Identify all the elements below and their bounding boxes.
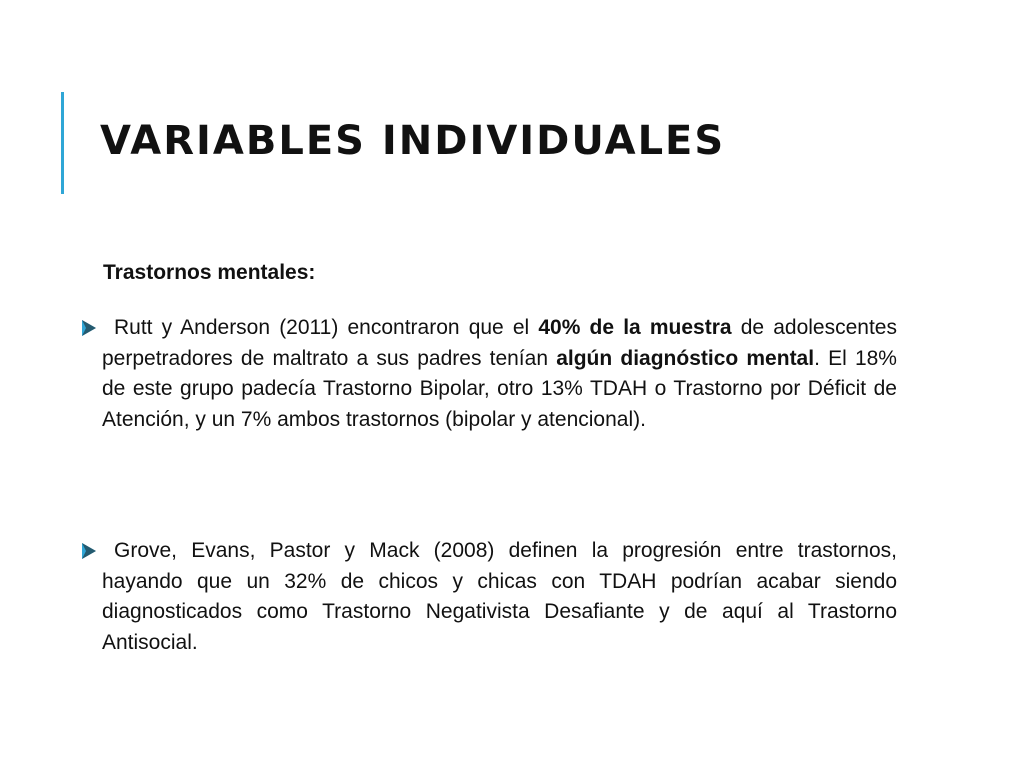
bullet-text-segment: Rutt y Anderson (2011) encontraron que el (114, 316, 539, 339)
bullet-item (80, 536, 897, 658)
bullet-emphasis: 40% de la muestra (538, 316, 732, 339)
arrow-bullet-icon (80, 313, 102, 343)
bullet-text-segment: . El 18% de este grupo padecía Trastorno Bipolar, otro 13% TDAH o Trastorno por Déficit de Atención, y un 7% ambos trastornos (bipolar y atencional). (102, 346, 897, 431)
arrow-bullet-icon (80, 536, 102, 566)
bullet-text-segment: de adolescentes perpetradores de maltrato a sus padres tenían (102, 316, 897, 370)
title-accent-bar (61, 92, 64, 194)
section-heading: Trastornos mentales: (103, 261, 316, 284)
bullet-emphasis: algún diagnóstico mental (556, 346, 815, 370)
bullet-text (80, 313, 897, 435)
slide-title: VARIABLES INDIVIDUALES (100, 118, 726, 164)
bullet-text: Grove, Evans, Pastor y Mack (2008) definen la progresión entre trastornos, hayando que un 32% de chicos y chicas con TDAH podrían acabar siendo diagnosticados como Trastorno Negativista Desafiante y de aquí al Trastorno Antisocial. (102, 539, 897, 654)
bullet-item (80, 313, 897, 435)
